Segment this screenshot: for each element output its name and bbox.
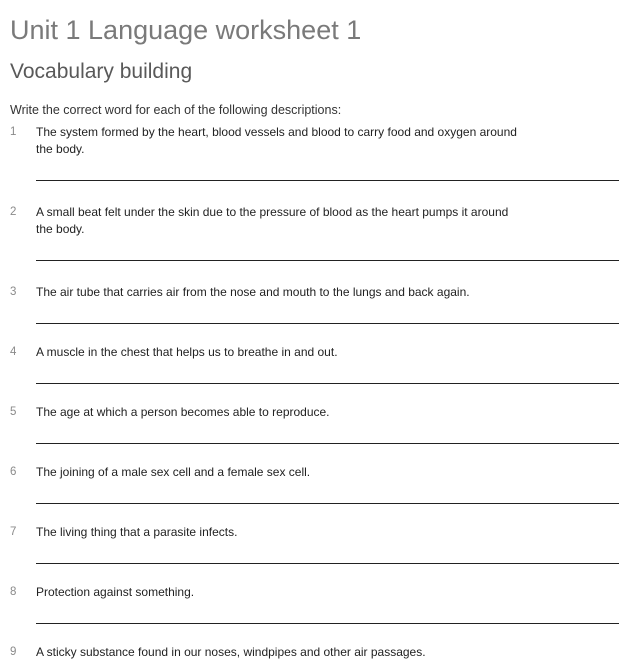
question-number: 9 bbox=[10, 646, 17, 658]
question-item bbox=[10, 404, 619, 444]
answer-line[interactable] bbox=[36, 180, 619, 181]
question-list bbox=[10, 124, 619, 661]
question-item bbox=[10, 204, 619, 261]
question-number: 1 bbox=[10, 126, 17, 138]
question-text: A muscle in the chest that helps us to breathe in and out. bbox=[36, 345, 338, 359]
answer-line[interactable] bbox=[36, 383, 619, 384]
question-item bbox=[10, 124, 619, 181]
answer-line[interactable] bbox=[36, 260, 619, 261]
answer-line[interactable] bbox=[36, 503, 619, 504]
answer-line[interactable] bbox=[36, 623, 619, 624]
question-number: 8 bbox=[10, 586, 17, 598]
question-item bbox=[10, 284, 619, 324]
question-text: A sticky substance found in our noses, windpipes and other air passages. bbox=[36, 645, 426, 659]
question-number: 7 bbox=[10, 526, 17, 538]
instructions: Write the correct word for each of the following descriptions: bbox=[10, 103, 342, 117]
answer-line[interactable] bbox=[36, 563, 619, 564]
question-text: The system formed by the heart, blood vessels and blood to carry food and oxygen around the body. bbox=[36, 125, 517, 156]
question-item bbox=[10, 644, 619, 661]
question-text: The living thing that a parasite infects. bbox=[36, 525, 238, 539]
question-number: 6 bbox=[10, 466, 17, 478]
question-text: The air tube that carries air from the nose and mouth to the lungs and back again. bbox=[36, 285, 470, 299]
page-title: Unit 1 Language worksheet 1 bbox=[10, 15, 362, 45]
question-number: 5 bbox=[10, 406, 17, 418]
section-title: Vocabulary building bbox=[10, 60, 193, 83]
question-text: The joining of a male sex cell and a female sex cell. bbox=[36, 465, 311, 479]
question-text: The age at which a person becomes able to reproduce. bbox=[36, 405, 330, 419]
question-number: 4 bbox=[10, 346, 17, 358]
question-number: 2 bbox=[10, 206, 17, 218]
question-item bbox=[10, 344, 619, 384]
question-number: 3 bbox=[10, 286, 17, 298]
answer-line[interactable] bbox=[36, 443, 619, 444]
question-text: A small beat felt under the skin due to the pressure of blood as the heart pumps it around the body. bbox=[36, 205, 509, 236]
question-item bbox=[10, 524, 619, 564]
question-text: Protection against something. bbox=[36, 585, 195, 599]
question-item bbox=[10, 464, 619, 504]
question-item bbox=[10, 584, 619, 624]
answer-line[interactable] bbox=[36, 323, 619, 324]
